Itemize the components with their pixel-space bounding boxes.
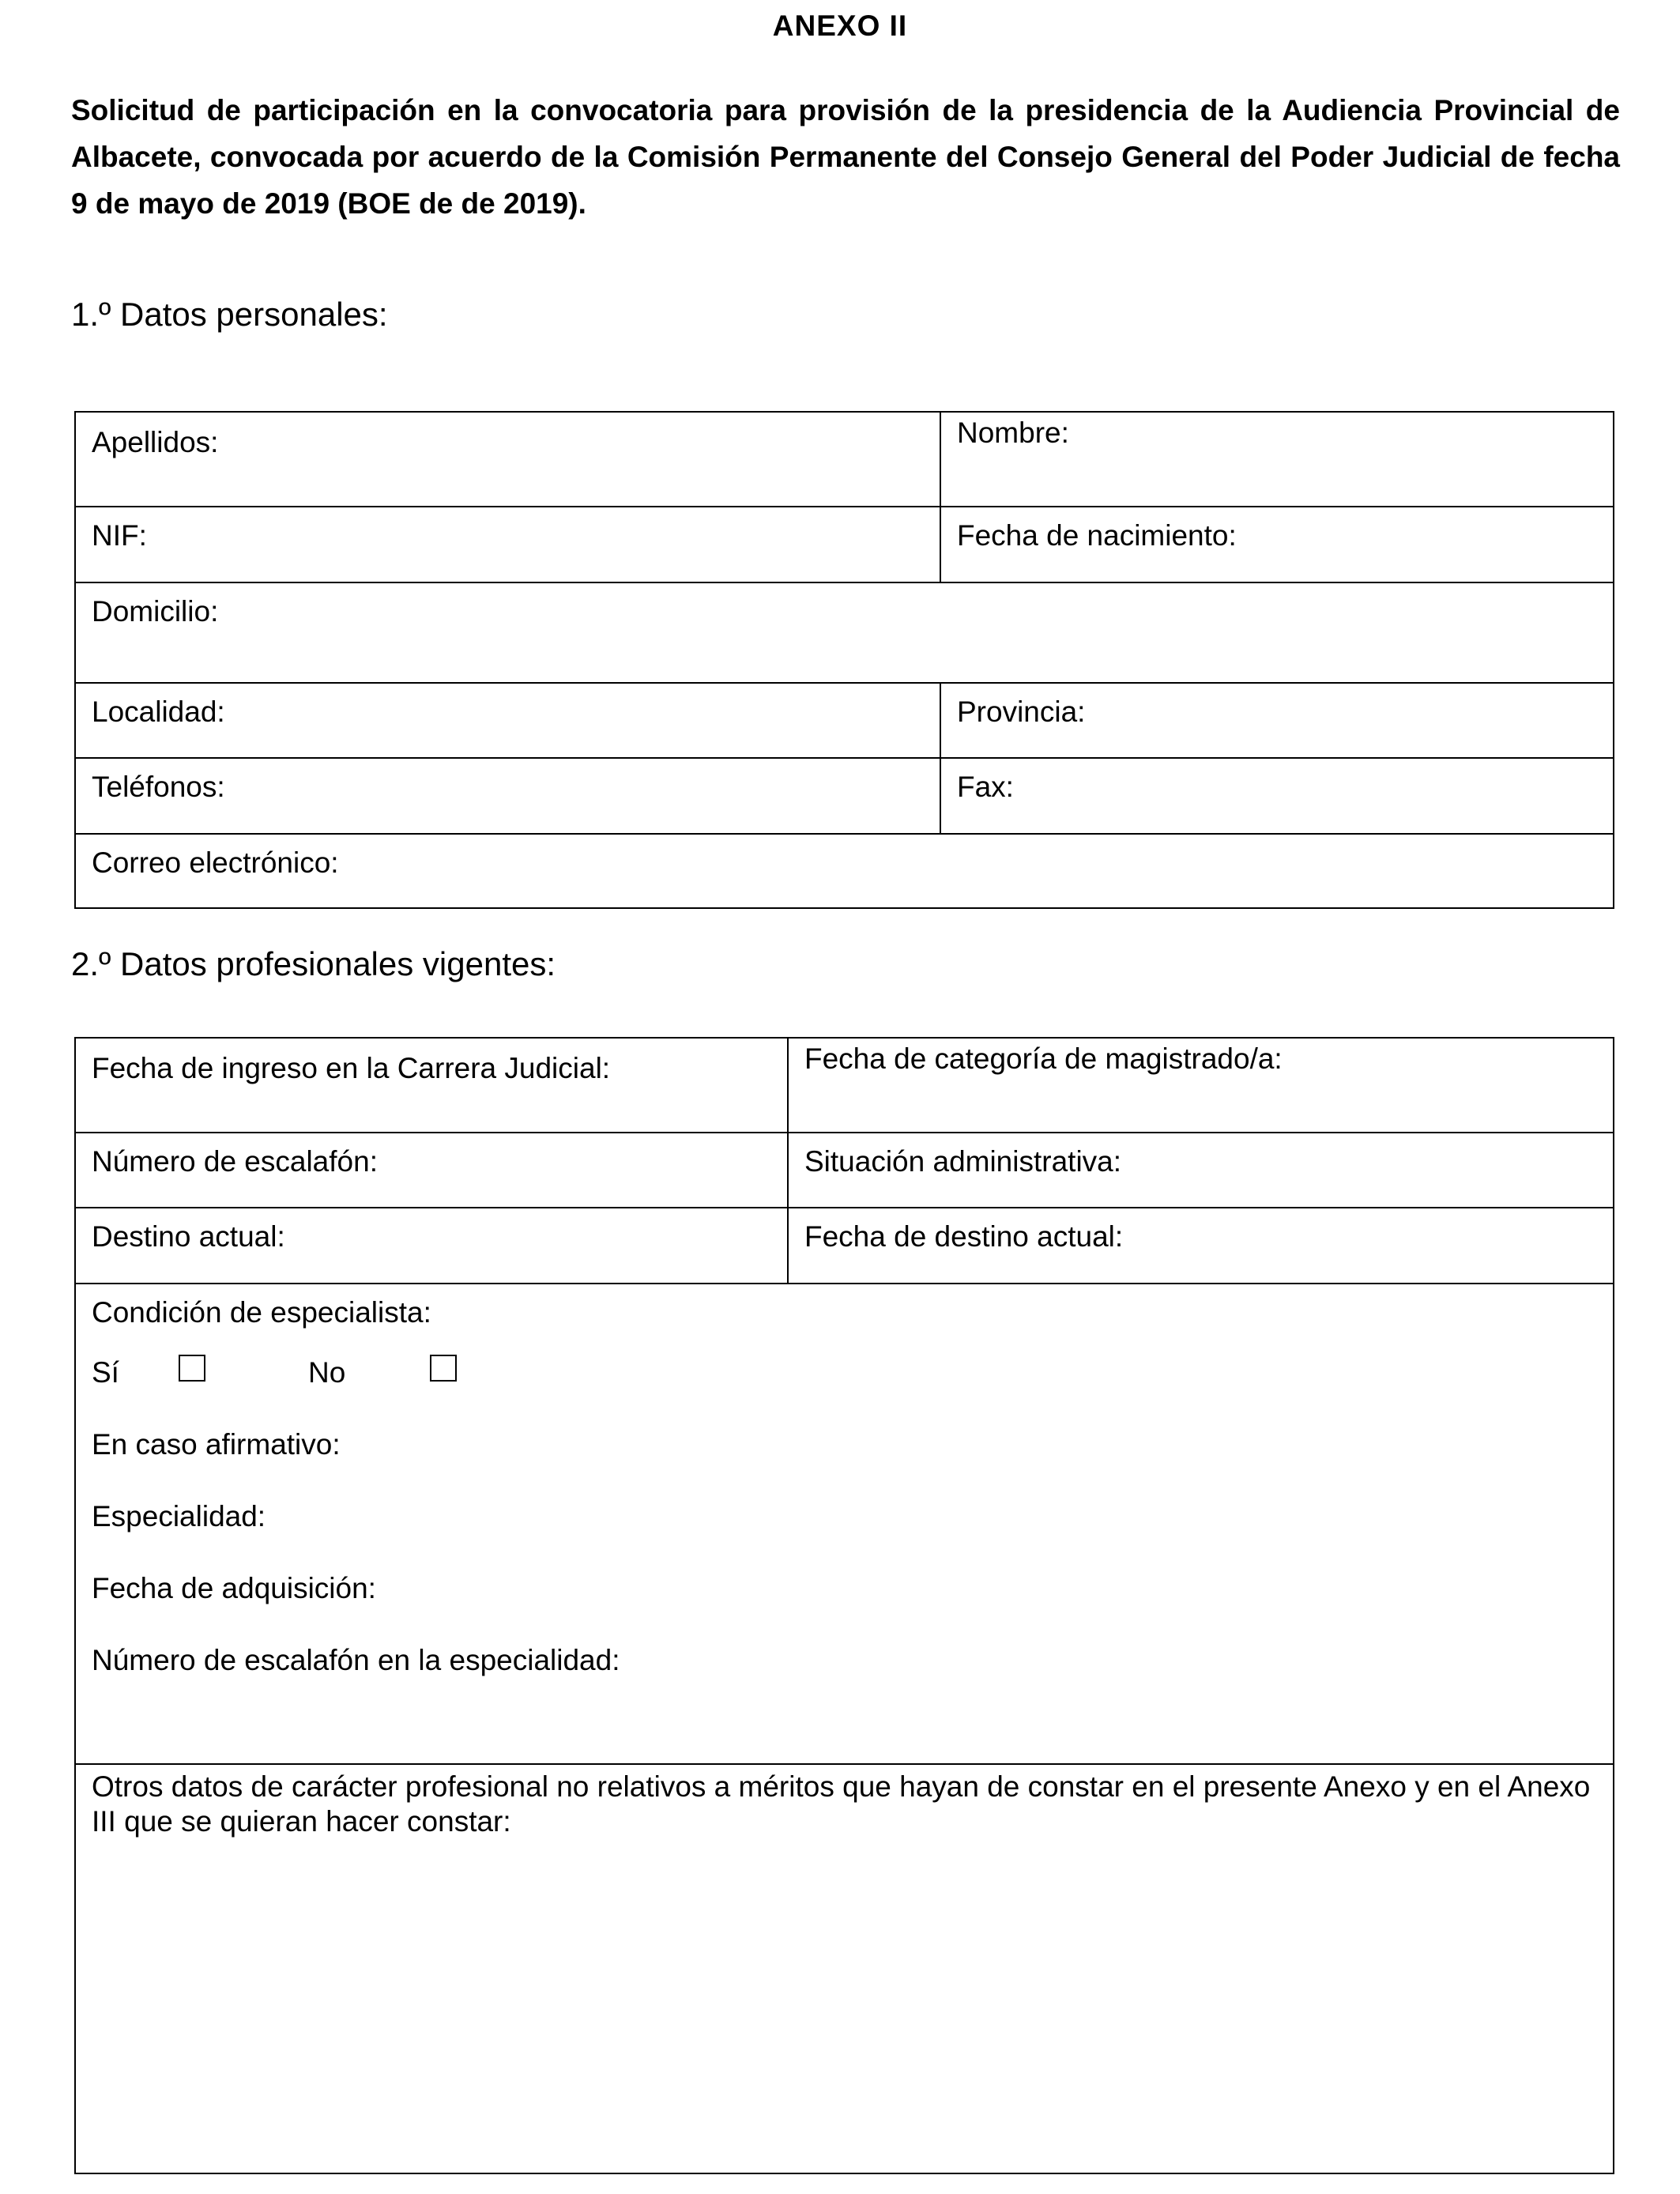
personal-data-table — [74, 411, 1614, 909]
especialista-section — [76, 1284, 1613, 1763]
table-row — [76, 1283, 1613, 1763]
page-title: ANEXO II — [772, 9, 908, 42]
table-row — [76, 1763, 1613, 2173]
apellidos-field[interactable]: Apellidos: — [92, 426, 219, 458]
correo-field[interactable]: Correo electrónico: — [92, 846, 339, 879]
condicion-especialista-label: Condición de especialista: — [92, 1296, 431, 1329]
si-label: Sí — [92, 1356, 119, 1389]
table-row — [76, 757, 1613, 833]
otros-datos-field[interactable]: Otros datos de carácter profesional no relativos a méritos que hayan de constar en el presente Anexo y en el Anexo III que se quieran hacer constar: — [92, 1770, 1591, 1838]
fecha-adquisicion-field[interactable]: Fecha de adquisición: — [92, 1572, 376, 1604]
intro-paragraph: Solicitud de participación en la convocatoria para provisión de la presidencia de la Audiencia Provincial de Albacete, convocada por acuerdo de la Comisión Permanente del Consejo General del Poder Judicial de fecha 9 de mayo de 2019 (BOE de de 2019). — [71, 94, 1620, 220]
si-checkbox[interactable] — [179, 1355, 205, 1382]
especialidad-field[interactable]: Especialidad: — [92, 1500, 266, 1532]
localidad-field[interactable]: Localidad: — [92, 696, 225, 728]
table-row — [76, 506, 1613, 582]
nombre-field[interactable]: Nombre: — [940, 413, 1613, 506]
nif-field[interactable]: NIF: — [92, 519, 147, 552]
fecha-ingreso-field[interactable]: Fecha de ingreso en la Carrera Judicial: — [92, 1052, 611, 1084]
table-row — [76, 1207, 1613, 1283]
fecha-nacimiento-field[interactable]: Fecha de nacimiento: — [940, 507, 1613, 582]
fax-field[interactable]: Fax: — [940, 759, 1613, 833]
provincia-field[interactable]: Provincia: — [940, 684, 1613, 757]
domicilio-field[interactable]: Domicilio: — [92, 595, 219, 628]
section-heading-personal: 1.º Datos personales: — [71, 296, 388, 333]
professional-data-table — [74, 1037, 1614, 2174]
situacion-administrativa-field[interactable]: Situación administrativa: — [787, 1133, 1613, 1207]
destino-actual-field[interactable]: Destino actual: — [92, 1220, 285, 1253]
section-heading-professional: 2.º Datos profesionales vigentes: — [71, 945, 556, 982]
telefonos-field[interactable]: Teléfonos: — [92, 771, 225, 803]
numero-escalafon-field[interactable]: Número de escalafón: — [92, 1145, 378, 1178]
table-row — [76, 833, 1613, 907]
no-label: No — [308, 1356, 346, 1389]
fecha-categoria-field[interactable]: Fecha de categoría de magistrado/a: — [787, 1039, 1613, 1132]
numero-escalafon-especialidad-field[interactable]: Número de escalafón en la especialidad: — [92, 1644, 620, 1676]
especialista-options — [92, 1355, 1613, 1390]
en-caso-afirmativo-label: En caso afirmativo: — [92, 1428, 341, 1461]
table-row — [76, 1039, 1613, 1132]
table-row — [76, 682, 1613, 757]
no-checkbox[interactable] — [430, 1355, 457, 1382]
table-row — [76, 1132, 1613, 1207]
fecha-destino-field[interactable]: Fecha de destino actual: — [787, 1208, 1613, 1283]
table-row — [76, 413, 1613, 506]
table-row — [76, 582, 1613, 682]
